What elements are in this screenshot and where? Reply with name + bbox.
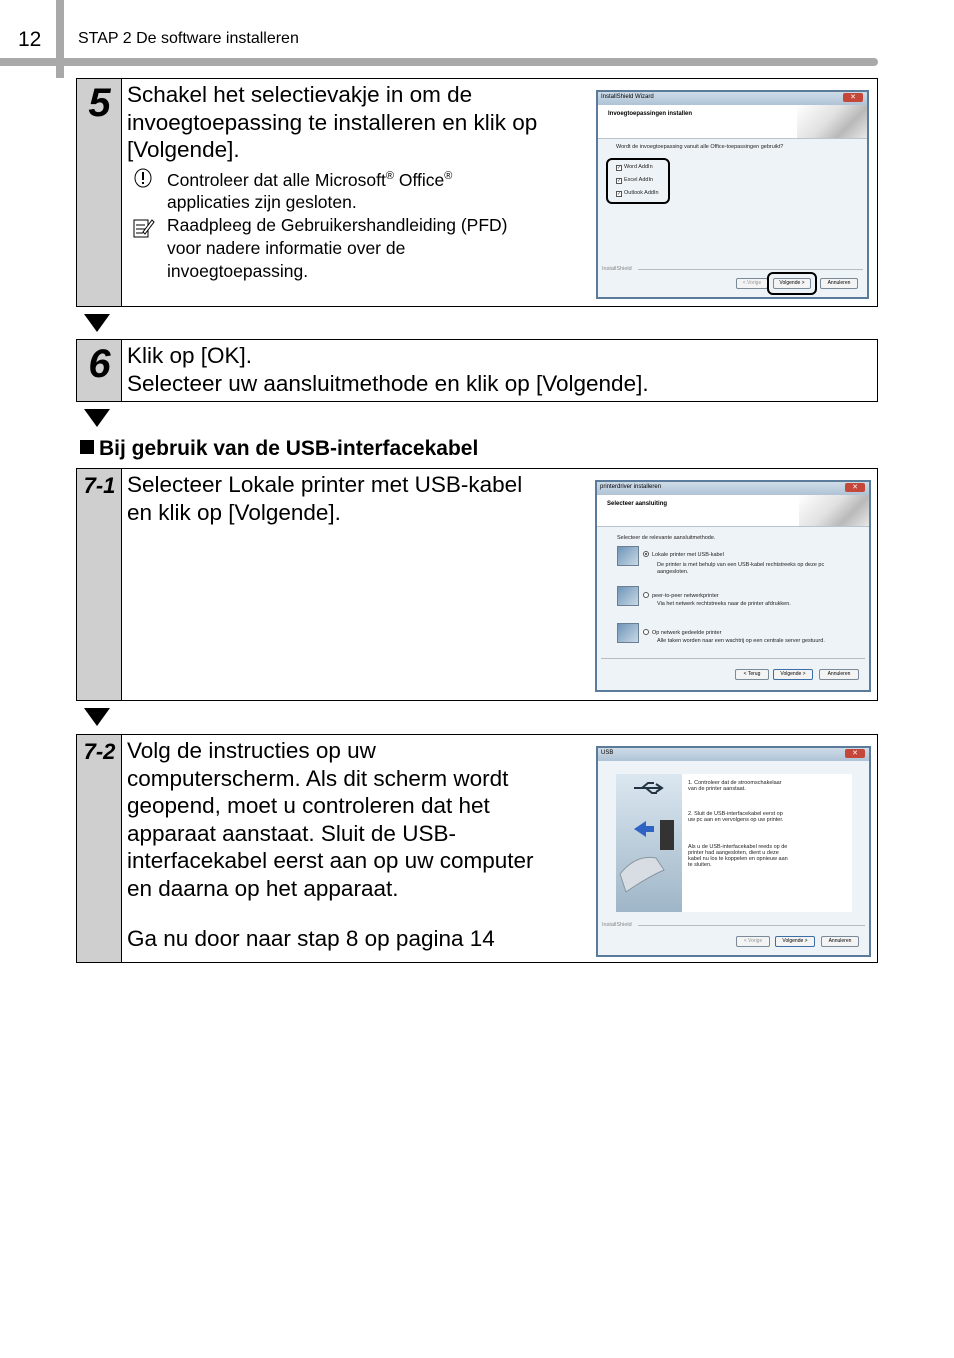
dialog-prompt: Selecteer de relevante aansluitmethode. — [617, 535, 716, 541]
option-excel: ✓ Excel AddIn — [617, 177, 654, 184]
usb-printer-icon — [617, 546, 639, 566]
text-line: Selecteer uw aansluitmethode en klik op [Volgende]. — [127, 370, 649, 396]
text-line: Schakel het selectievakje in om de — [127, 82, 473, 107]
step-number: 7-1 — [83, 473, 116, 498]
step-number-column — [77, 340, 122, 401]
text-line: computerscherm. Als dit scherm wordt — [127, 765, 509, 791]
option-shared-network: Op netwerk gedeelde printer — [643, 629, 721, 636]
checkbox-highlight — [606, 158, 670, 204]
step-number-column — [77, 79, 122, 306]
text-line: geopend, moet u controleren dat het — [127, 793, 490, 818]
text-line: applicaties zijn gesloten. — [167, 192, 357, 213]
usb-dialog-screenshot — [596, 746, 871, 957]
close-icon: ✕ — [845, 749, 865, 758]
text-line: Raadpleeg de Gebruikershandleiding (PFD) — [167, 215, 508, 236]
step-7-2-box — [76, 734, 878, 963]
warning-note — [127, 165, 587, 215]
dialog-title: USB — [601, 750, 614, 756]
pencil-note-icon — [133, 217, 155, 245]
back-button: < Vorige — [736, 936, 770, 947]
page-number: 12 — [18, 28, 42, 51]
down-arrow — [84, 409, 110, 427]
header-horizontal-bar — [0, 58, 878, 66]
header-title: STAP 2 De software installeren — [78, 30, 299, 47]
dialog-question: Wordt de invoegtoepassing vanuit alle Office-toepassingen gebruikt? — [616, 144, 784, 150]
step-number-column — [77, 469, 122, 700]
back-button: < Terug — [735, 669, 769, 680]
next-button-highlight — [767, 272, 817, 295]
usb-instructions-panel — [682, 774, 852, 912]
option-description: Alle taken worden naar een wachtrij op een centrale server gestuurd. — [657, 638, 825, 644]
network-printer-icon — [617, 586, 639, 606]
text-line: Volg de instructies op uw — [127, 738, 376, 763]
option-word: ✓ Word AddIn — [617, 164, 653, 171]
swirl-graphic — [799, 495, 869, 526]
dialog-header: Selecteer aansluiting — [607, 501, 668, 507]
instruction-3: Als u de USB-interfacekabel reeds op de printer had aangesloten, dient u deze kabel nu los te koppelen en opnieuw aan te sluiten. — [688, 844, 788, 868]
step-number: 5 — [88, 81, 111, 125]
text-line: interfacekabel eerst aan op uw computer — [127, 848, 534, 873]
next-button: Volgende > — [773, 278, 811, 289]
next-button: Volgende > — [775, 936, 815, 947]
option-peer-to-peer: peer-to-peer netwerkprinter — [643, 592, 719, 599]
option-description: Via het netwerk rechtstreeks naar de printer afdrukken. — [657, 601, 791, 607]
step-5-instruction — [127, 81, 587, 164]
down-arrow — [84, 314, 110, 332]
text-line: en daarna op het apparaat. — [127, 875, 399, 901]
installshield-dialog-screenshot — [596, 90, 869, 299]
text-line: Klik op [OK]. — [127, 343, 253, 368]
instruction-1: 1. Controleer dat de stroomschakelaar van de printer aanstaat. — [688, 780, 782, 792]
usb-illustration — [616, 774, 682, 912]
text-line: invoegtoepassing. — [167, 261, 309, 282]
text-line: Selecteer Lokale printer met USB-kabel — [127, 472, 523, 497]
step-6-box — [76, 339, 878, 402]
header-vertical-bar — [56, 0, 64, 78]
cancel-button: Annuleren — [819, 669, 859, 680]
shared-printer-icon — [617, 623, 639, 643]
text-line: Controleer dat alle Microsoft® Office® — [167, 169, 453, 190]
instruction-2: 2. Sluit de USB-interfacekabel eerst op uw pc aan en vervolgens op uw printer. — [688, 811, 784, 823]
cancel-button: Annuleren — [821, 936, 859, 947]
cancel-button: Annuleren — [820, 278, 858, 289]
section-heading: Bij gebruik van de USB-interfacekabel — [80, 437, 478, 461]
text-line: invoegtoepassing te installeren en klik op — [127, 109, 538, 135]
step-7-1-instruction — [127, 471, 587, 526]
step-7-2-instruction — [127, 737, 587, 902]
step-number: 7-2 — [83, 739, 116, 764]
dialog-footer: InstallShield — [602, 922, 632, 928]
down-arrow — [84, 708, 110, 726]
option-description: De printer is met behulp van een USB-kabel rechtstreeks op deze pc — [657, 562, 825, 568]
close-icon: ✕ — [843, 93, 863, 102]
option-local-usb: Lokale printer met USB-kabel — [643, 551, 724, 558]
connection-dialog-screenshot — [595, 480, 871, 692]
close-icon: ✕ — [845, 483, 865, 492]
text-line: apparaat aanstaat. Sluit de USB- — [127, 820, 456, 846]
step-number: 6 — [88, 342, 111, 386]
step-5-box — [76, 78, 878, 307]
text-line: en klik op [Volgende]. — [127, 499, 341, 525]
option-description: aangesloten. — [657, 569, 689, 575]
dialog-footer: InstallShield — [602, 266, 632, 272]
back-button: < Vorige — [736, 278, 768, 289]
continue-link-text: Ga nu door naar stap 8 op pagina 14 — [127, 926, 495, 951]
dialog-header: Invoegtoepassingen installen — [608, 111, 693, 117]
step-number-column — [77, 735, 122, 962]
option-outlook: ✓ Outlook AddIn — [617, 190, 659, 197]
next-button: Volgende > — [773, 669, 813, 680]
text-line: voor nadere informatie over de — [167, 238, 406, 259]
step-7-1-box — [76, 468, 878, 701]
reference-note — [127, 214, 587, 283]
dialog-title: InstallShield Wizard — [601, 94, 654, 100]
warning-icon — [133, 168, 153, 194]
bullet-square-icon — [80, 440, 94, 454]
step-6-instruction — [127, 342, 867, 397]
dialog-title: printerdriver installeren — [600, 484, 662, 490]
text-line: [Volgende]. — [127, 137, 240, 162]
swirl-graphic — [797, 105, 867, 138]
